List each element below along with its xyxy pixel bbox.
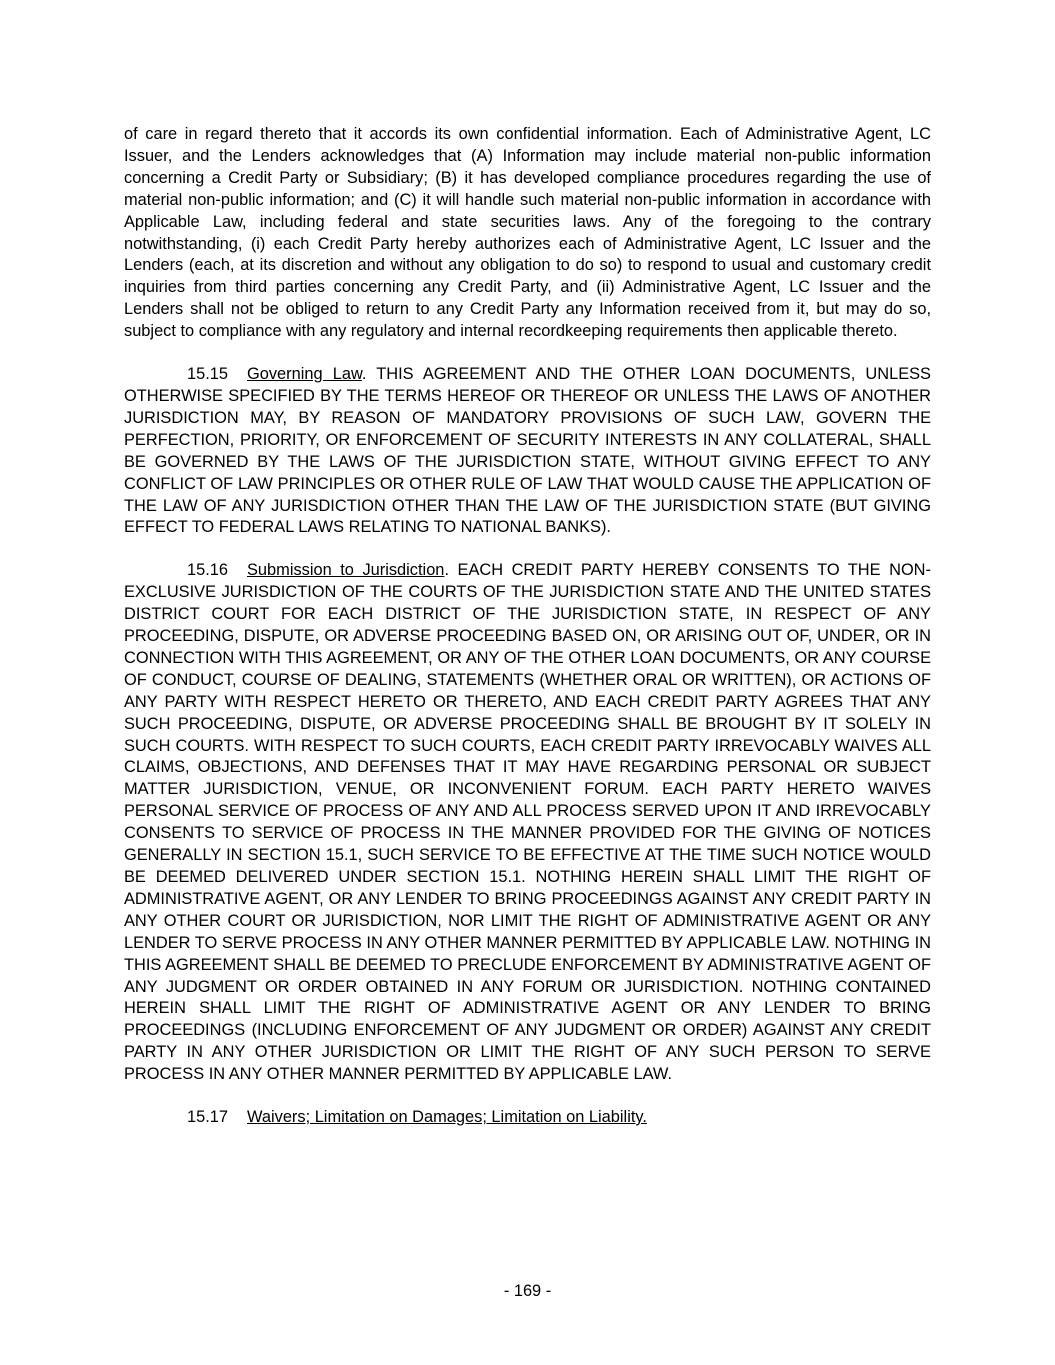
continuation-paragraph: of care in regard thereto that it accords its own confidential information. Each of Administrative Agent, LC Issuer, and the Lenders acknowledges that (A) Information may include material non-public information concerning a Credit Party or Subsidiary; (B) it has developed compliance procedures regarding the use of material non-public information; and (C) it will handle such material non-public information in accordance with Applicable Law, including federal and state securities laws. Any of the foregoing to the contrary notwithstanding, (i) each Credit Party hereby authorizes each of Administrative Agent, LC Issuer and the Lenders (each, at its discretion and without any obligation to do so) to respond to usual and customary credit inquiries from third parties concerning any Credit Party, and (ii) Administrative Agent, LC Issuer and the Lenders shall not be obliged to return to any Credit Party any Information received from it, but may do so, subject to compliance with any regulatory and internal recordkeeping requirements then applicable thereto. (124, 125, 931, 341)
section-heading: Governing Law (247, 365, 362, 384)
section-number: 15.16 (187, 561, 229, 580)
section-number: 15.17 (187, 1108, 229, 1127)
section-15-16 (124, 560, 931, 1086)
section-number: 15.15 (187, 365, 229, 384)
document-page (124, 124, 931, 1129)
section-body: . EACH CREDIT PARTY HEREBY CONSENTS TO THE NON-EXCLUSIVE JURISDICTION OF THE COURTS OF THE JURISDICTION STATE AND THE UNITED STATES DISTRICT COURT FOR EACH DISTRICT OF THE JURISDICTION STATE, IN RESPECT OF ANY PROCEEDING, DISPUTE, OR ADVERSE PROCEEDING BASED ON, OR ARISING OUT OF, UNDER, OR IN CONNECTION WITH THIS AGREEMENT, OR ANY OF THE OTHER LOAN DOCUMENTS, OR ANY COURSE OF CONDUCT, COURSE OF DEALING, STATEMENTS (WHETHER ORAL OR WRITTEN), OR ACTIONS OF ANY PARTY WITH RESPECT HERETO OR THERETO, AND EACH CREDIT PARTY AGREES THAT ANY SUCH PROCEEDING, DISPUTE, OR ADVERSE PROCEEDING SHALL BE BROUGHT BY IT SOLELY IN SUCH COURTS. WITH RESPECT TO SUCH COURTS, EACH CREDIT PARTY IRREVOCABLY WAIVES ALL CLAIMS, OBJECTIONS, AND DEFENSES THAT IT MAY HAVE REGARDING PERSONAL OR SUBJECT MATTER JURISDICTION, VENUE, OR INCONVENIENT FORUM. EACH PARTY HERETO WAIVES PERSONAL SERVICE OF PROCESS OF ANY AND ALL PROCESS SERVED UPON IT AND IRREVOCABLY CONSENTS TO SERVICE OF PROCESS IN THE MANNER PROVIDED FOR THE GIVING OF NOTICES GENERALLY IN SECTION 15.1, SUCH SERVICE TO BE EFFECTIVE AT THE TIME SUCH NOTICE WOULD BE DEEMED DELIVERED UNDER SECTION 15.1. NOTHING HEREIN SHALL LIMIT THE RIGHT OF ADMINISTRATIVE AGENT, OR ANY LENDER TO BRING PROCEEDINGS AGAINST ANY CREDIT PARTY IN ANY OTHER COURT OR JURISDICTION, NOR LIMIT THE RIGHT OF ADMINISTRATIVE AGENT OR ANY LENDER TO SERVE PROCESS IN ANY OTHER MANNER PERMITTED BY APPLICABLE LAW. NOTHING IN THIS AGREEMENT SHALL BE DEEMED TO PRECLUDE ENFORCEMENT BY ADMINISTRATIVE AGENT OF ANY JUDGMENT OR ORDER OBTAINED IN ANY FORUM OR JURISDICTION. NOTHING CONTAINED HEREIN SHALL LIMIT THE RIGHT OF ADMINISTRATIVE AGENT OR ANY LENDER TO BRING PROCEEDINGS (INCLUDING ENFORCEMENT OF ANY JUDGMENT OR ORDER) AGAINST ANY CREDIT PARTY IN ANY OTHER JURISDICTION OR LIMIT THE RIGHT OF ANY SUCH PERSON TO SERVE PROCESS IN ANY OTHER MANNER PERMITTED BY APPLICABLE LAW. (124, 561, 931, 1084)
section-15-15 (124, 364, 931, 539)
section-15-17 (124, 1107, 931, 1129)
section-body: . THIS AGREEMENT AND THE OTHER LOAN DOCUMENTS, UNLESS OTHERWISE SPECIFIED BY THE TERMS HEREOF OR THEREOF OR UNLESS THE LAWS OF ANOTHER JURISDICTION MAY, BY REASON OF MANDATORY PROVISIONS OF SUCH LAW, GOVERN THE PERFECTION, PRIORITY, OR ENFORCEMENT OF SECURITY INTERESTS IN ANY COLLATERAL, SHALL BE GOVERNED BY THE LAWS OF THE JURISDICTION STATE, WITHOUT GIVING EFFECT TO ANY CONFLICT OF LAW PRINCIPLES OR OTHER RULE OF LAW THAT WOULD CAUSE THE APPLICATION OF THE LAW OF ANY JURISDICTION OTHER THAN THE LAW OF THE JURISDICTION STATE (BUT GIVING EFFECT TO FEDERAL LAWS RELATING TO NATIONAL BANKS). (124, 365, 931, 537)
section-heading: Waivers; Limitation on Damages; Limitation on Liability. (247, 1108, 647, 1127)
section-heading: Submission to Jurisdiction (247, 561, 445, 580)
page-number: - 169 - (503, 1282, 552, 1300)
